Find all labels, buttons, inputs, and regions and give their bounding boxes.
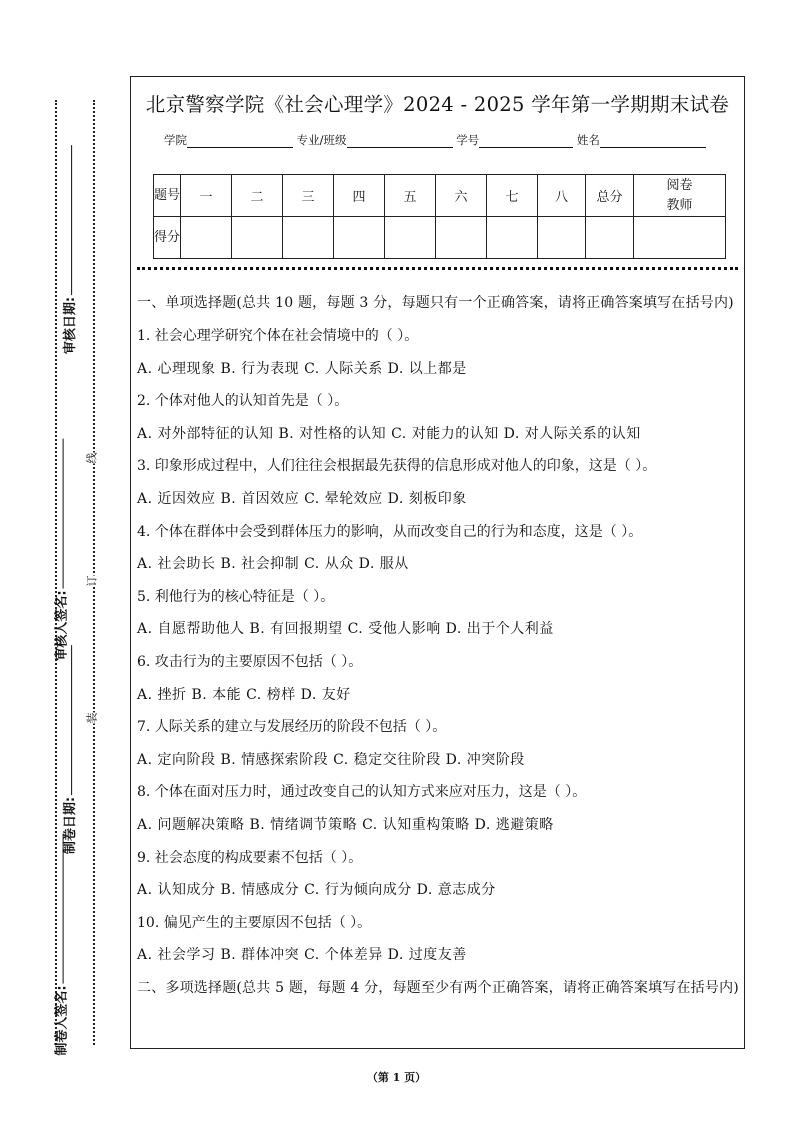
question-9: 9. 社会态度的构成要素不包括（ ）。 xyxy=(137,849,363,866)
question-7-options: A. 定向阶段 B. 情感探索阶段 C. 稳定交往阶段 D. 冲突阶段 xyxy=(137,751,525,768)
compile-date-label: 制卷日期: xyxy=(59,645,78,854)
question-5: 5. 利他行为的核心特征是（ ）。 xyxy=(137,588,335,605)
question-2: 2. 个体对他人的认知首先是（ ）。 xyxy=(137,393,349,410)
question-6: 6. 攻击行为的主要原因不包括（ ）。 xyxy=(137,653,363,670)
question-2-options: A. 对外部特征的认知 B. 对性格的认知 C. 对能力的认知 D. 对人际关系的认知 xyxy=(137,425,641,442)
question-9-options: A. 认知成分 B. 情感成分 C. 行为倾向成分 D. 意志成分 xyxy=(137,882,496,899)
reviewer-signature-label: 审核人签名: xyxy=(51,438,70,660)
question-6-options: A. 挫折 B. 本能 C. 榜样 D. 友好 xyxy=(137,686,351,703)
score-col-total: 总分 xyxy=(586,175,634,217)
question-1-options: A. 心理现象 B. 行为表现 C. 人际关系 D. 以上都是 xyxy=(137,360,467,377)
score-cell-4[interactable] xyxy=(334,217,385,259)
question-4-options: A. 社会助长 B. 社会抑制 C. 从众 D. 服从 xyxy=(137,556,409,573)
section-2-heading: 二、多项选择题(总共 5 题，每题 4 分，每题至少有两个正确答案，请将正确答案填写在括号内) xyxy=(137,979,739,996)
binding-mark-bind: 装 xyxy=(85,712,99,724)
student-id-label: 学号 xyxy=(456,133,480,147)
score-row-header: 得分 xyxy=(154,217,181,259)
review-date-label: 审核日期: xyxy=(59,145,78,354)
score-cell-5[interactable] xyxy=(385,217,436,259)
exam-title: 北京警察学院《社会心理学》2024 - 2025 学年第一学期期末试卷 xyxy=(145,93,730,116)
compiler-signature-label: 制卷人签名: xyxy=(51,833,70,1055)
binding-mark-staple: 订 xyxy=(85,575,99,587)
binding-dotted-line-inner xyxy=(93,100,95,1045)
score-col-8: 八 xyxy=(538,175,586,217)
exam-frame xyxy=(130,76,745,1049)
question-7: 7. 人际关系的建立与发展经历的阶段不包括（ ）。 xyxy=(137,719,447,736)
student-id-field[interactable] xyxy=(479,135,573,148)
dotted-separator xyxy=(137,267,738,270)
major-class-field[interactable] xyxy=(347,135,453,148)
question-3-options: A. 近因效应 B. 首因效应 C. 晕轮效应 D. 刻板印象 xyxy=(137,490,467,507)
section-1-heading: 一、单项选择题(总共 10 题，每题 3 分，每题只有一个正确答案，请将正确答案填写在括号内) xyxy=(137,295,734,311)
name-label: 姓名 xyxy=(576,133,600,147)
score-table xyxy=(153,174,726,259)
binding-mark-line: 线 xyxy=(85,452,99,464)
name-field[interactable] xyxy=(600,135,706,148)
student-info-row xyxy=(164,132,706,148)
score-col-5: 五 xyxy=(385,175,436,217)
question-4: 4. 个体在群体中会受到群体压力的影响，从而改变自己的行为和态度，这是（ ）。 xyxy=(137,523,643,540)
question-3: 3. 印象形成过程中，人们往往会根据最先获得的信息形成对他人的印象，这是（ ）。 xyxy=(137,458,657,475)
score-col-7: 七 xyxy=(487,175,538,217)
college-label: 学院 xyxy=(164,133,187,147)
score-col-grader: 阅卷教师 xyxy=(634,175,726,217)
score-col-1: 一 xyxy=(181,175,232,217)
score-cell-total[interactable] xyxy=(586,217,634,259)
score-cell-6[interactable] xyxy=(436,217,487,259)
score-col-3: 三 xyxy=(283,175,334,217)
question-8-options: A. 问题解决策略 B. 情绪调节策略 C. 认知重构策略 D. 逃避策略 xyxy=(137,816,554,833)
score-cell-2[interactable] xyxy=(232,217,283,259)
question-10: 10. 偏见产生的主要原因不包括（ ）。 xyxy=(137,914,372,931)
question-1: 1. 社会心理学研究个体在社会情境中的（ ）。 xyxy=(137,328,419,344)
score-col-6: 六 xyxy=(436,175,487,217)
score-cell-grader[interactable] xyxy=(634,217,726,259)
score-col-4: 四 xyxy=(334,175,385,217)
score-cell-7[interactable] xyxy=(487,217,538,259)
exam-content xyxy=(137,293,741,999)
question-8: 8. 个体在面对压力时，通过改变自己的认知方式来应对压力，这是（ ）。 xyxy=(137,784,587,801)
college-field[interactable] xyxy=(187,135,293,148)
score-cell-8[interactable] xyxy=(538,217,586,259)
question-number-header: 题号 xyxy=(154,175,181,217)
score-cell-1[interactable] xyxy=(181,217,232,259)
major-class-label: 专业/班级 xyxy=(296,133,347,147)
score-cell-3[interactable] xyxy=(283,217,334,259)
page-number: （第 1 页） xyxy=(366,1071,427,1084)
score-col-2: 二 xyxy=(232,175,283,217)
question-10-options: A. 社会学习 B. 群体冲突 C. 个体差异 D. 过度友善 xyxy=(137,947,467,964)
question-5-options: A. 自愿帮助他人 B. 有回报期望 C. 受他人影响 D. 出于个人利益 xyxy=(137,621,554,638)
